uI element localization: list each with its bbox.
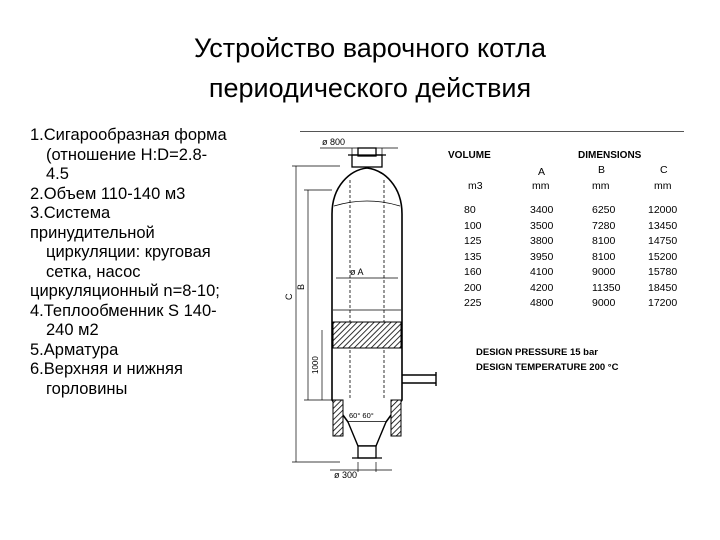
list-item	[30, 126, 268, 185]
list-line: (отношение H:D=2.8-	[46, 145, 208, 164]
list-line: 240 м2	[46, 321, 99, 339]
table-cell-a: 4800	[530, 297, 554, 309]
list-line: 4.5	[46, 165, 69, 183]
list-line: циркуляции: круговая	[46, 243, 211, 261]
table-cell-volume: 125	[464, 235, 482, 247]
list-item	[30, 360, 268, 399]
dim-1000-label: 1000	[311, 356, 320, 374]
table-cell-a: 3800	[530, 235, 554, 247]
design-pressure: DESIGN PRESSURE 15 bar	[476, 347, 598, 358]
bottom-cone	[348, 422, 386, 446]
boiler-body	[332, 168, 402, 422]
list-item	[30, 224, 268, 283]
dimensions-table	[438, 146, 708, 376]
list-item	[30, 302, 268, 341]
dia-bottom-label: ø 300	[334, 470, 358, 480]
table-cell-b: 7280	[592, 219, 616, 232]
col-a-header: A	[538, 166, 546, 178]
list-line: 3.Система	[30, 204, 111, 222]
features-list	[30, 126, 268, 399]
table-cell-c: 13450	[648, 219, 678, 232]
unit-b: mm	[592, 180, 610, 192]
dimensions-header: DIMENSIONS	[578, 150, 642, 161]
list-line: 1.Сигарообразная форма	[30, 126, 227, 144]
design-temperature: DESIGN TEMPERATURE 200 °C	[476, 362, 619, 373]
table-cell-a: 3500	[530, 219, 554, 232]
table-cell-c: 15200	[648, 250, 678, 263]
list-line: 5.Арматура	[30, 340, 119, 359]
list-item	[30, 185, 268, 205]
table-cell-volume: 200	[464, 281, 482, 294]
list-item	[30, 204, 268, 224]
unit-c: mm	[654, 180, 672, 192]
table-cell-a: 3400	[530, 204, 554, 216]
table-cell-b: 9000	[592, 297, 616, 309]
table-cell-a: 3950	[530, 250, 554, 263]
table-cell-c: 12000	[648, 204, 678, 216]
bottom-nozzle	[358, 446, 376, 458]
table-cell-c: 14750	[648, 235, 678, 247]
title-line-2: периодического действия	[208, 73, 532, 103]
table-cell-volume: 160	[464, 266, 482, 278]
table-cell-volume: 135	[464, 250, 482, 263]
list-line: 4.Теплообменник S 140-	[30, 301, 217, 320]
table-cell-volume: 100	[464, 219, 482, 232]
list-line: принудительной	[30, 223, 155, 242]
table-cell-volume: 225	[464, 297, 482, 309]
side-pipe	[402, 372, 436, 386]
list-line: 2.Объем 110-140 м3	[30, 184, 186, 203]
dim-c-label: C	[284, 293, 294, 300]
col-c-header: C	[660, 164, 668, 176]
unit-volume: m3	[468, 180, 483, 192]
table-cell-b: 8100	[592, 235, 616, 247]
dim-bottom-angle-label: 60° 60°	[349, 411, 374, 420]
list-line: сетка, насос	[46, 262, 141, 281]
table-cell-volume: 80	[464, 204, 476, 216]
dia-top-label: ø 800	[322, 137, 346, 147]
table-cell-b: 9000	[592, 266, 616, 278]
table-cell-c: 15780	[648, 266, 678, 278]
table-cell-a: 4200	[530, 281, 554, 294]
slide-title	[90, 28, 650, 108]
table-cell-b: 8100	[592, 250, 616, 263]
title-line-1: Устройство варочного котла	[193, 33, 547, 63]
heat-exchanger-block	[333, 322, 401, 348]
list-item	[30, 282, 268, 302]
list-line: циркуляционный n=8-10;	[30, 282, 220, 300]
top-nozzle	[348, 148, 386, 167]
dim-b-label: B	[296, 283, 306, 290]
list-line: 6.Верхняя и нижняя	[30, 360, 183, 378]
table-cell-c: 17200	[648, 297, 678, 309]
col-b-header: B	[598, 164, 606, 176]
table-cell-b: 6250	[592, 204, 616, 216]
unit-a: mm	[532, 180, 550, 192]
table-cell-b: 11350	[592, 281, 621, 294]
dia-a-label: ø A	[350, 267, 364, 277]
volume-header: VOLUME	[448, 150, 491, 161]
table-cell-a: 4100	[530, 266, 554, 278]
table-cell-c: 18450	[648, 281, 678, 294]
list-item	[30, 341, 268, 361]
list-line: горловины	[46, 379, 128, 398]
